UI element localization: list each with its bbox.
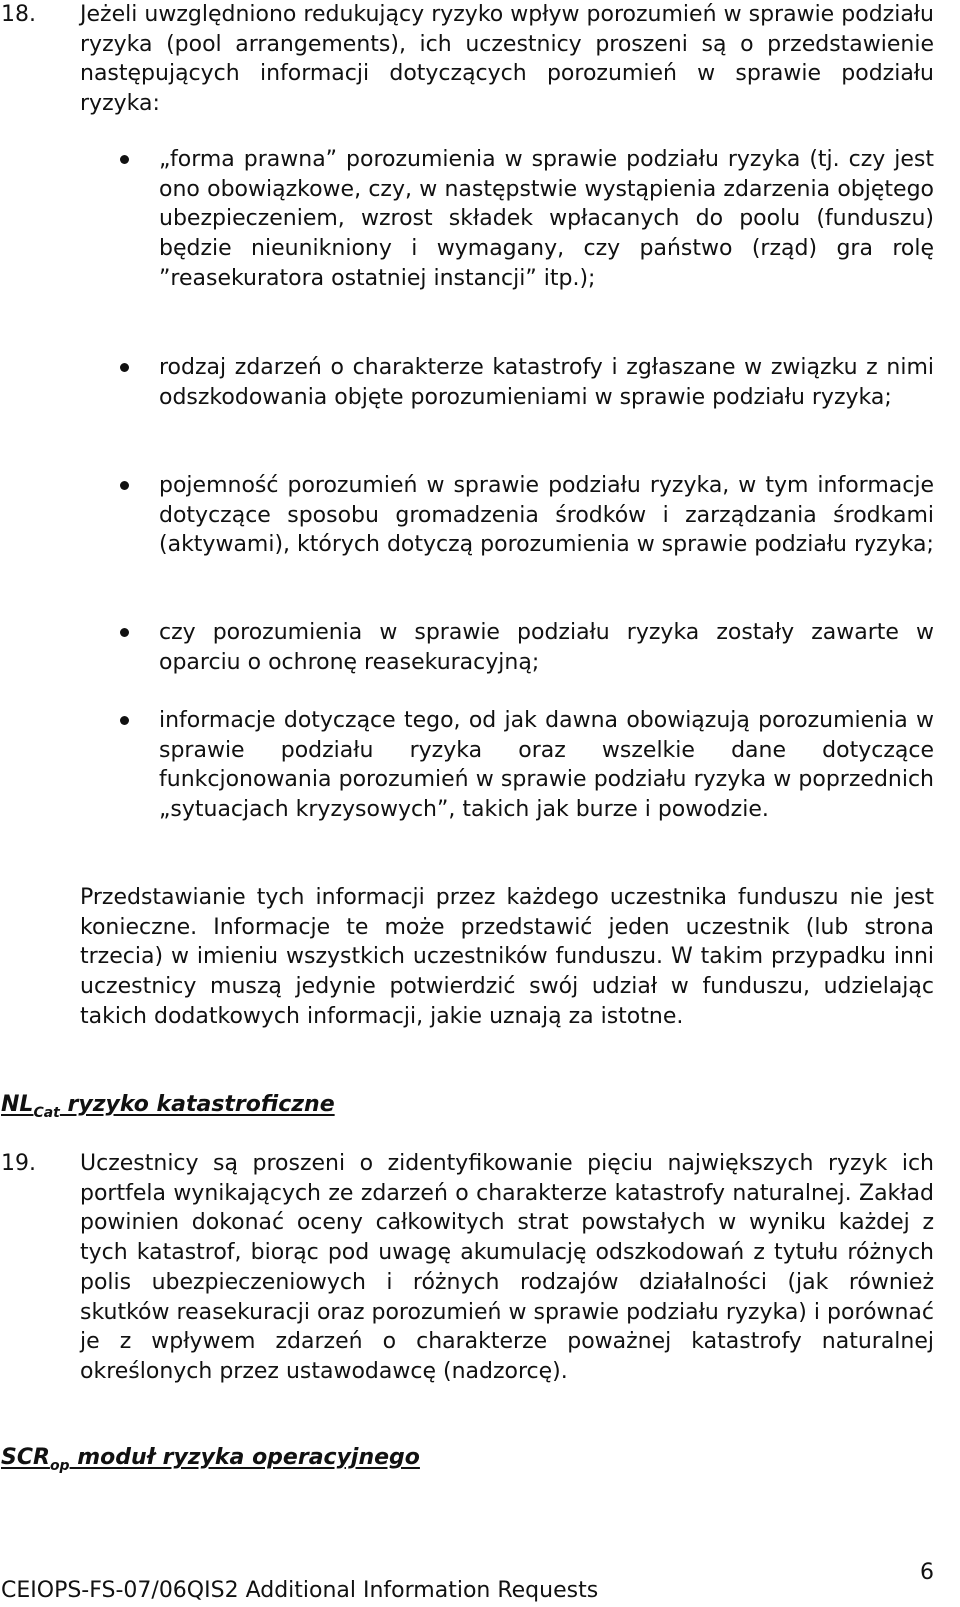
bullet-icon bbox=[120, 628, 129, 637]
bullet-item-4 bbox=[159, 618, 934, 677]
bullet-text-3: pojemność porozumień w sprawie podziału ryzyka, w tym informacje dotyczące sposobu gromadzenia środków i zarządzania środkami (aktywami), których dotyczą porozumienia w sprawie podziału ryzyka; bbox=[159, 473, 934, 558]
item-19 bbox=[1, 1149, 934, 1387]
bullet-icon bbox=[120, 155, 129, 164]
item-19-text: Uczestnicy są proszeni o zidentyfikowanie pięciu największych ryzyk ich portfela wynikających ze zdarzeń o charakterze katastrofy naturalnej. Zakład powinien dokonać oceny całkowitych strat powstałych w wyniku każdej z tych katastrof, biorąc pod uwagę akumulację odszkodowań z tytułu różnych polis ubezpieczeniowych i różnych rodzajów działalności (jak również skutków reasekuracji oraz porozumień w sprawie podziału ryzyka) i porównać je z wpływem zdarzeń o charakterze poważnej katastrofy naturalnej określonych przez ustawodawcę (nadzorcę). bbox=[80, 1151, 934, 1384]
item-18-text: Jeżeli uwzględniono redukujący ryzyko wpływ porozumień w sprawie podziału ryzyka (pool arrangements), ich uczestnicy proszeni są o przedstawienie następujących informacji dotyczących porozumień w sprawie podziału ryzyka: bbox=[80, 2, 934, 117]
heading-scr-op-rest: moduł ryzyka operacyjnego bbox=[69, 1445, 420, 1470]
item-18 bbox=[1, 0, 934, 119]
bullet-item-1 bbox=[159, 145, 934, 294]
section-heading-nl-cat bbox=[1, 1090, 335, 1120]
bullet-text-1: „forma prawna” porozumienia w sprawie podziału ryzyka (tj. czy jest ono obowiązkowe, czy, w następstwie wystąpienia zdarzenia objętego ubezpieczeniem, wzrost składek wpłacanych do poolu (funduszu) będzie nieunikniony i wymagany, czy państwo (rząd) gra rolę ”reasekuratora ostatniej instancji” itp.); bbox=[159, 147, 934, 291]
heading-nl-cat-rest: ryzyko katastroficzne bbox=[59, 1092, 335, 1117]
section-heading-scr-op bbox=[1, 1443, 420, 1473]
bullet-icon bbox=[120, 716, 129, 725]
bullet-icon bbox=[120, 363, 129, 372]
bullet-text-4: czy porozumienia w sprawie podziału ryzyka zostały zawarte w oparciu o ochronę reasekuracyjną; bbox=[159, 620, 934, 675]
bullet-item-3 bbox=[159, 471, 934, 560]
item-19-number: 19. bbox=[1, 1151, 36, 1176]
bullet-item-2 bbox=[159, 353, 934, 412]
page-footer: CEIOPS-FS-07/06QIS2 Additional Information Requests bbox=[1, 1578, 599, 1603]
bullet-text-2: rodzaj zdarzeń o charakterze katastrofy i zgłaszane w związku z nimi odszkodowania objęte porozumieniami w sprawie podziału ryzyka; bbox=[159, 355, 934, 410]
bullet-text-5: informacje dotyczące tego, od jak dawna obowiązują porozumienia w sprawie podziału ryzyka oraz wszelkie dane dotyczące funkcjonowania porozumień w sprawie podziału ryzyka w poprzednich „sytuacjach kryzysowych”, takich jak burze i powodzie. bbox=[159, 708, 934, 823]
heading-scr-op-main: SCR bbox=[1, 1445, 50, 1470]
heading-nl-cat-main: NL bbox=[1, 1092, 34, 1117]
item-18-number: 18. bbox=[1, 2, 36, 27]
paragraph-after-bullets: Przedstawianie tych informacji przez każdego uczestnika funduszu nie jest konieczne. Informacje te może przedstawić jeden uczestnik (lub strona trzecia) w imieniu wszystkich uczestników funduszu. W takim przypadku inni uczestnicy muszą jedynie potwierdzić swój udział w funduszu, udzielając takich dodatkowych informacji, jakie uznają za istotne. bbox=[80, 885, 934, 1029]
heading-scr-op-sub: op bbox=[49, 1458, 70, 1474]
bullet-item-5 bbox=[159, 706, 934, 825]
heading-nl-cat-sub: Cat bbox=[33, 1105, 60, 1121]
page-number: 6 bbox=[920, 1560, 934, 1585]
bullet-icon bbox=[120, 481, 129, 490]
